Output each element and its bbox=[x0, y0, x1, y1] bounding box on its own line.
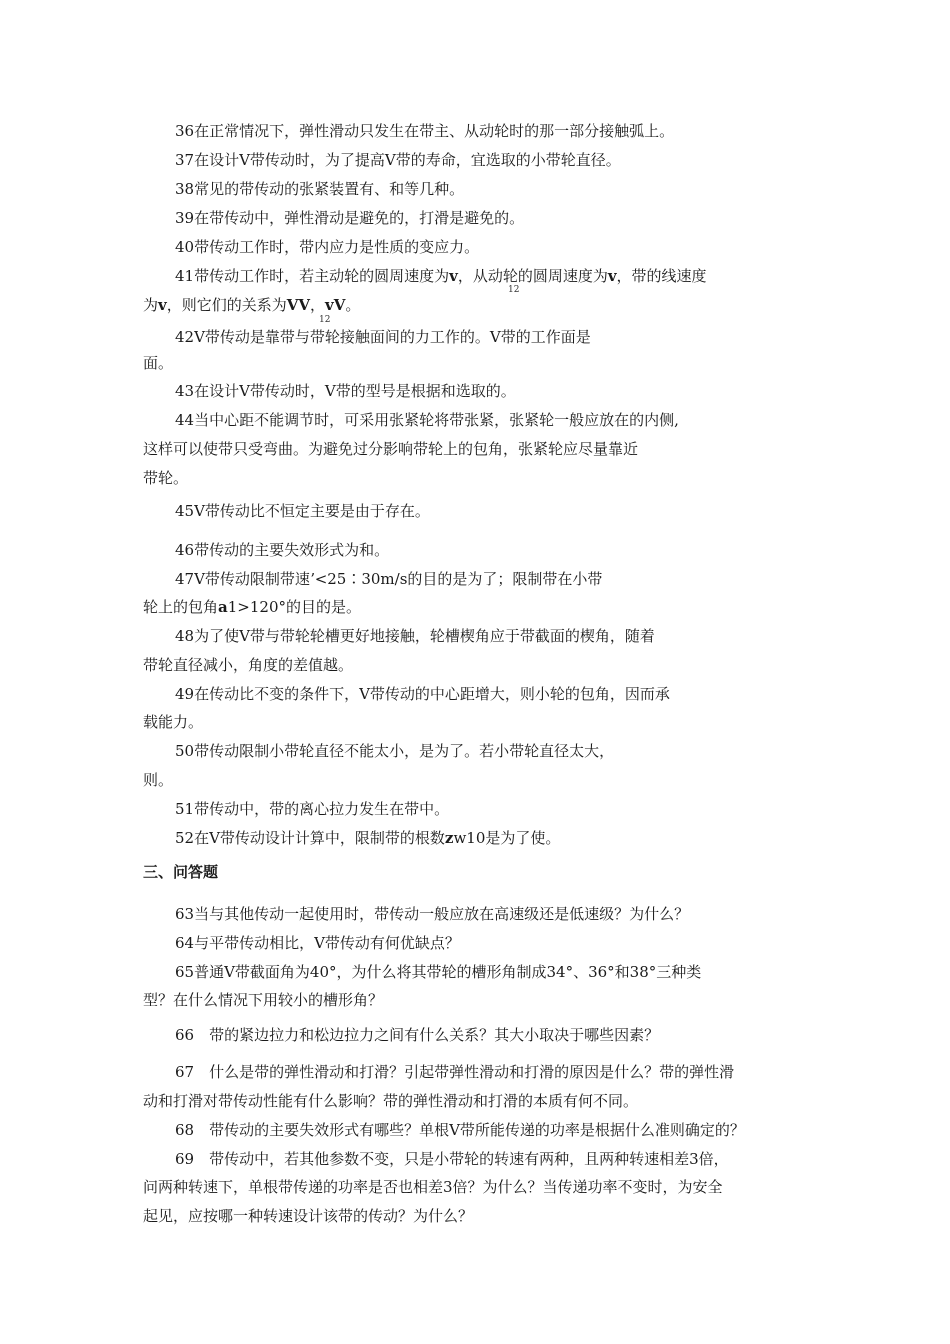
question-49-line2: 载能力。 bbox=[143, 713, 204, 731]
question-49-line1: 49在传动比不变的条件下，V带传动的中心距增大，则小轮的包角，因而承 bbox=[175, 685, 670, 703]
q41-relation-1: VV bbox=[286, 296, 311, 314]
q41-symbol-v3: v bbox=[158, 296, 167, 314]
question-38: 38常见的带传动的张紧装置有、和等几种。 bbox=[175, 180, 465, 198]
question-47-line1: 47V带传动限制带速ʼ<25∶30m/s的目的是为了；限制带在小带 bbox=[175, 570, 603, 588]
question-41-line1 bbox=[175, 266, 707, 286]
question-65-line2: 型？在什么情况下用较小的槽形角？ bbox=[143, 991, 384, 1009]
question-50-line1: 50带传动限制小带轮直径不能太小，是为了。若小带轮直径太大， bbox=[175, 742, 615, 760]
section-heading: 三、问答题 bbox=[143, 863, 219, 881]
question-65-line1: 65普通V带截面角为40°，为什么将其带轮的槽形角制成34°、36°和38°三种类 bbox=[175, 963, 702, 981]
q41-text-g: 。 bbox=[345, 296, 361, 314]
question-44-line1: 44当中心距不能调节时，可采用张紧轮将带张紧，张紧轮一般应放在的内侧, bbox=[175, 411, 679, 429]
q41-text-a: 41带传动工作时，若主动轮的圆周速度为 bbox=[175, 267, 450, 285]
question-37: 37在设计V带传动时，为了提高V带的寿命，宜选取的小带轮直径。 bbox=[175, 151, 621, 169]
q41-text-e: ，则它们的关系为 bbox=[166, 296, 287, 314]
q41-text-c: ，带的线速度 bbox=[616, 267, 707, 285]
question-66: 66 带的紧边拉力和松边拉力之间有什么关系？其大小取决于哪些因素？ bbox=[175, 1026, 660, 1044]
question-48-line2: 带轮直径减小，角度的差值越。 bbox=[143, 656, 354, 674]
q47-text-b: 1>120°的目的是。 bbox=[227, 598, 361, 616]
question-43: 43在设计V带传动时，V带的型号是根据和选取的。 bbox=[175, 382, 516, 400]
q47-alpha-symbol: a bbox=[218, 598, 228, 616]
q52-text-b: w10是为了使。 bbox=[453, 829, 561, 847]
q41-text-d: 为 bbox=[143, 296, 159, 314]
question-41-line2 bbox=[143, 295, 360, 315]
question-46: 46带传动的主要失效形式为和。 bbox=[175, 541, 390, 559]
question-48-line1: 48为了使V带与带轮轮槽更好地接触，轮槽楔角应于带截面的楔角，随着 bbox=[175, 627, 655, 645]
question-44-line2: 这样可以使带只受弯曲。为避免过分影响带轮上的包角，张紧轮应尽量靠近 bbox=[143, 440, 639, 458]
question-69-line3: 起见，应按哪一种转速设计该带的传动？为什么？ bbox=[143, 1207, 474, 1225]
q41-relation-2: vV bbox=[325, 296, 346, 314]
q41-symbol-v1: v bbox=[449, 267, 458, 285]
question-42-line1: 42V带传动是靠带与带轮接触面间的力工作的。V带的工作面是 bbox=[175, 328, 591, 346]
question-64: 64与平带传动相比，V带传动有何优缺点？ bbox=[175, 934, 460, 952]
question-40: 40带传动工作时，带内应力是性质的变应力。 bbox=[175, 238, 480, 256]
question-47-line2 bbox=[143, 597, 361, 617]
question-51: 51带传动中，带的离心拉力发生在带中。 bbox=[175, 800, 450, 818]
question-69-line2: 问两种转速下，单根带传递的功率是否也相差3倍？为什么？当传递功率不变时，为安全 bbox=[143, 1178, 723, 1196]
question-44-line3: 带轮。 bbox=[143, 469, 189, 487]
q41-subscript-2: 12 bbox=[319, 315, 331, 325]
question-52 bbox=[175, 828, 560, 848]
question-50-line2: 则。 bbox=[143, 771, 174, 789]
question-68: 68 带传动的主要失效形式有哪些？单根V带所能传递的功率是根据什么准则确定的？ bbox=[175, 1121, 745, 1139]
question-45: 45V带传动比不恒定主要是由于存在。 bbox=[175, 502, 430, 520]
q41-text-f: ， bbox=[310, 296, 326, 314]
q41-symbol-v2: v bbox=[607, 267, 617, 285]
question-42-line2: 面。 bbox=[143, 354, 174, 372]
q41-text-b: ，从动轮的圆周速度为 bbox=[457, 267, 608, 285]
question-63: 63当与其他传动一起使用时，带传动一般应放在高速级还是低速级？为什么？ bbox=[175, 905, 690, 923]
q41-subscript-1: 12 bbox=[508, 285, 520, 295]
question-36: 36在正常情况下，弹性滑动只发生在带主、从动轮时的那一部分接触弧上。 bbox=[175, 122, 675, 140]
q47-text-a: 轮上的包角 bbox=[143, 598, 219, 616]
question-69-line1: 69 带传动中，若其他参数不变，只是小带轮的转速有两种，且两种转速相差3倍， bbox=[175, 1150, 729, 1168]
question-39: 39在带传动中，弹性滑动是避免的，打滑是避免的。 bbox=[175, 209, 525, 227]
q52-text-a: 52在V带传动设计计算中，限制带的根数 bbox=[175, 829, 445, 847]
question-67-line2: 动和打滑对带传动性能有什么影响？带的弹性滑动和打滑的本质有何不同。 bbox=[143, 1092, 639, 1110]
q52-z-symbol: z bbox=[444, 829, 454, 847]
question-67-line1: 67 什么是带的弹性滑动和打滑？引起带弹性滑动和打滑的原因是什么？带的弹性滑 bbox=[175, 1063, 735, 1081]
